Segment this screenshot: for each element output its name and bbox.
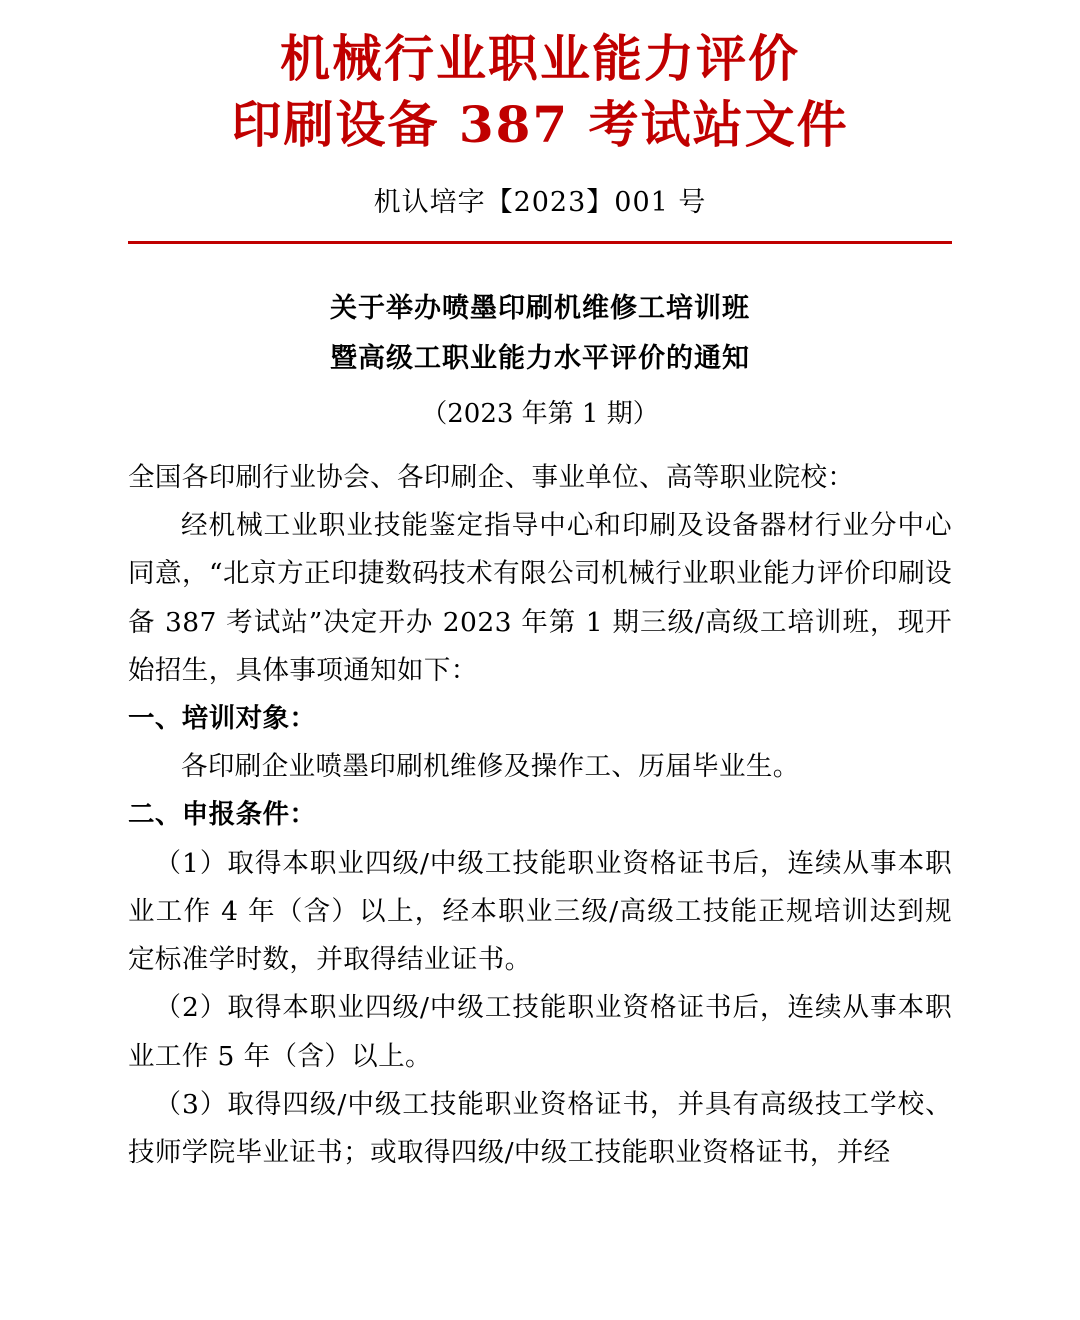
document-header-line-1: 机械行业职业能力评价 bbox=[280, 29, 800, 88]
section-2-heading: 二、申报条件： bbox=[128, 799, 317, 831]
intro-paragraph: 经机械工业职业技能鉴定指导中心和印刷及设备器材行业分中心同意，“北京方正印捷数码技术有限公司机械行业职业能力评价印刷设备 387 考试站”决定开办 2023 年第 1 期三级/高级工培训班，现开始招生，具体事项通知如下： bbox=[128, 510, 952, 686]
document-body bbox=[128, 454, 952, 1177]
section-2-item-1: （1）取得本职业四级/中级工技能职业资格证书后，连续从事本职业工作 4 年（含）以上，经本职业三级/高级工技能正规培训达到规定标准学时数，并取得结业证书。 bbox=[128, 847, 952, 976]
document-title-line-1: 关于举办喷墨印刷机维修工培训班 bbox=[330, 293, 750, 324]
document-issue-number: （2023 年第 1 期） bbox=[421, 398, 659, 429]
header-divider-rule bbox=[128, 241, 952, 244]
section-1-text: 各印刷企业喷墨印刷机维修及操作工、历届毕业生。 bbox=[181, 751, 800, 783]
section-2-item-3: （3）取得四级/中级工技能职业资格证书，并具有高级技工学校、技师学院毕业证书；或取得四级/中级工技能职业资格证书，并经 bbox=[128, 1088, 952, 1168]
document-title-block bbox=[128, 284, 952, 440]
document-header bbox=[128, 26, 952, 158]
document-title-line-2: 暨高级工职业能力水平评价的通知 bbox=[330, 342, 750, 374]
document-number: 机认培字【2023】001 号 bbox=[373, 187, 707, 218]
document-header-line-2: 印刷设备 387 考试站文件 bbox=[231, 95, 849, 154]
section-2-item-2: （2）取得本职业四级/中级工技能职业资格证书后，连续从事本职业工作 5 年（含）以上。 bbox=[128, 992, 952, 1072]
salutation-paragraph: 全国各印刷行业协会、各印刷企、事业单位、高等职业院校： bbox=[128, 461, 855, 493]
section-1-heading: 一、培训对象： bbox=[128, 702, 317, 734]
